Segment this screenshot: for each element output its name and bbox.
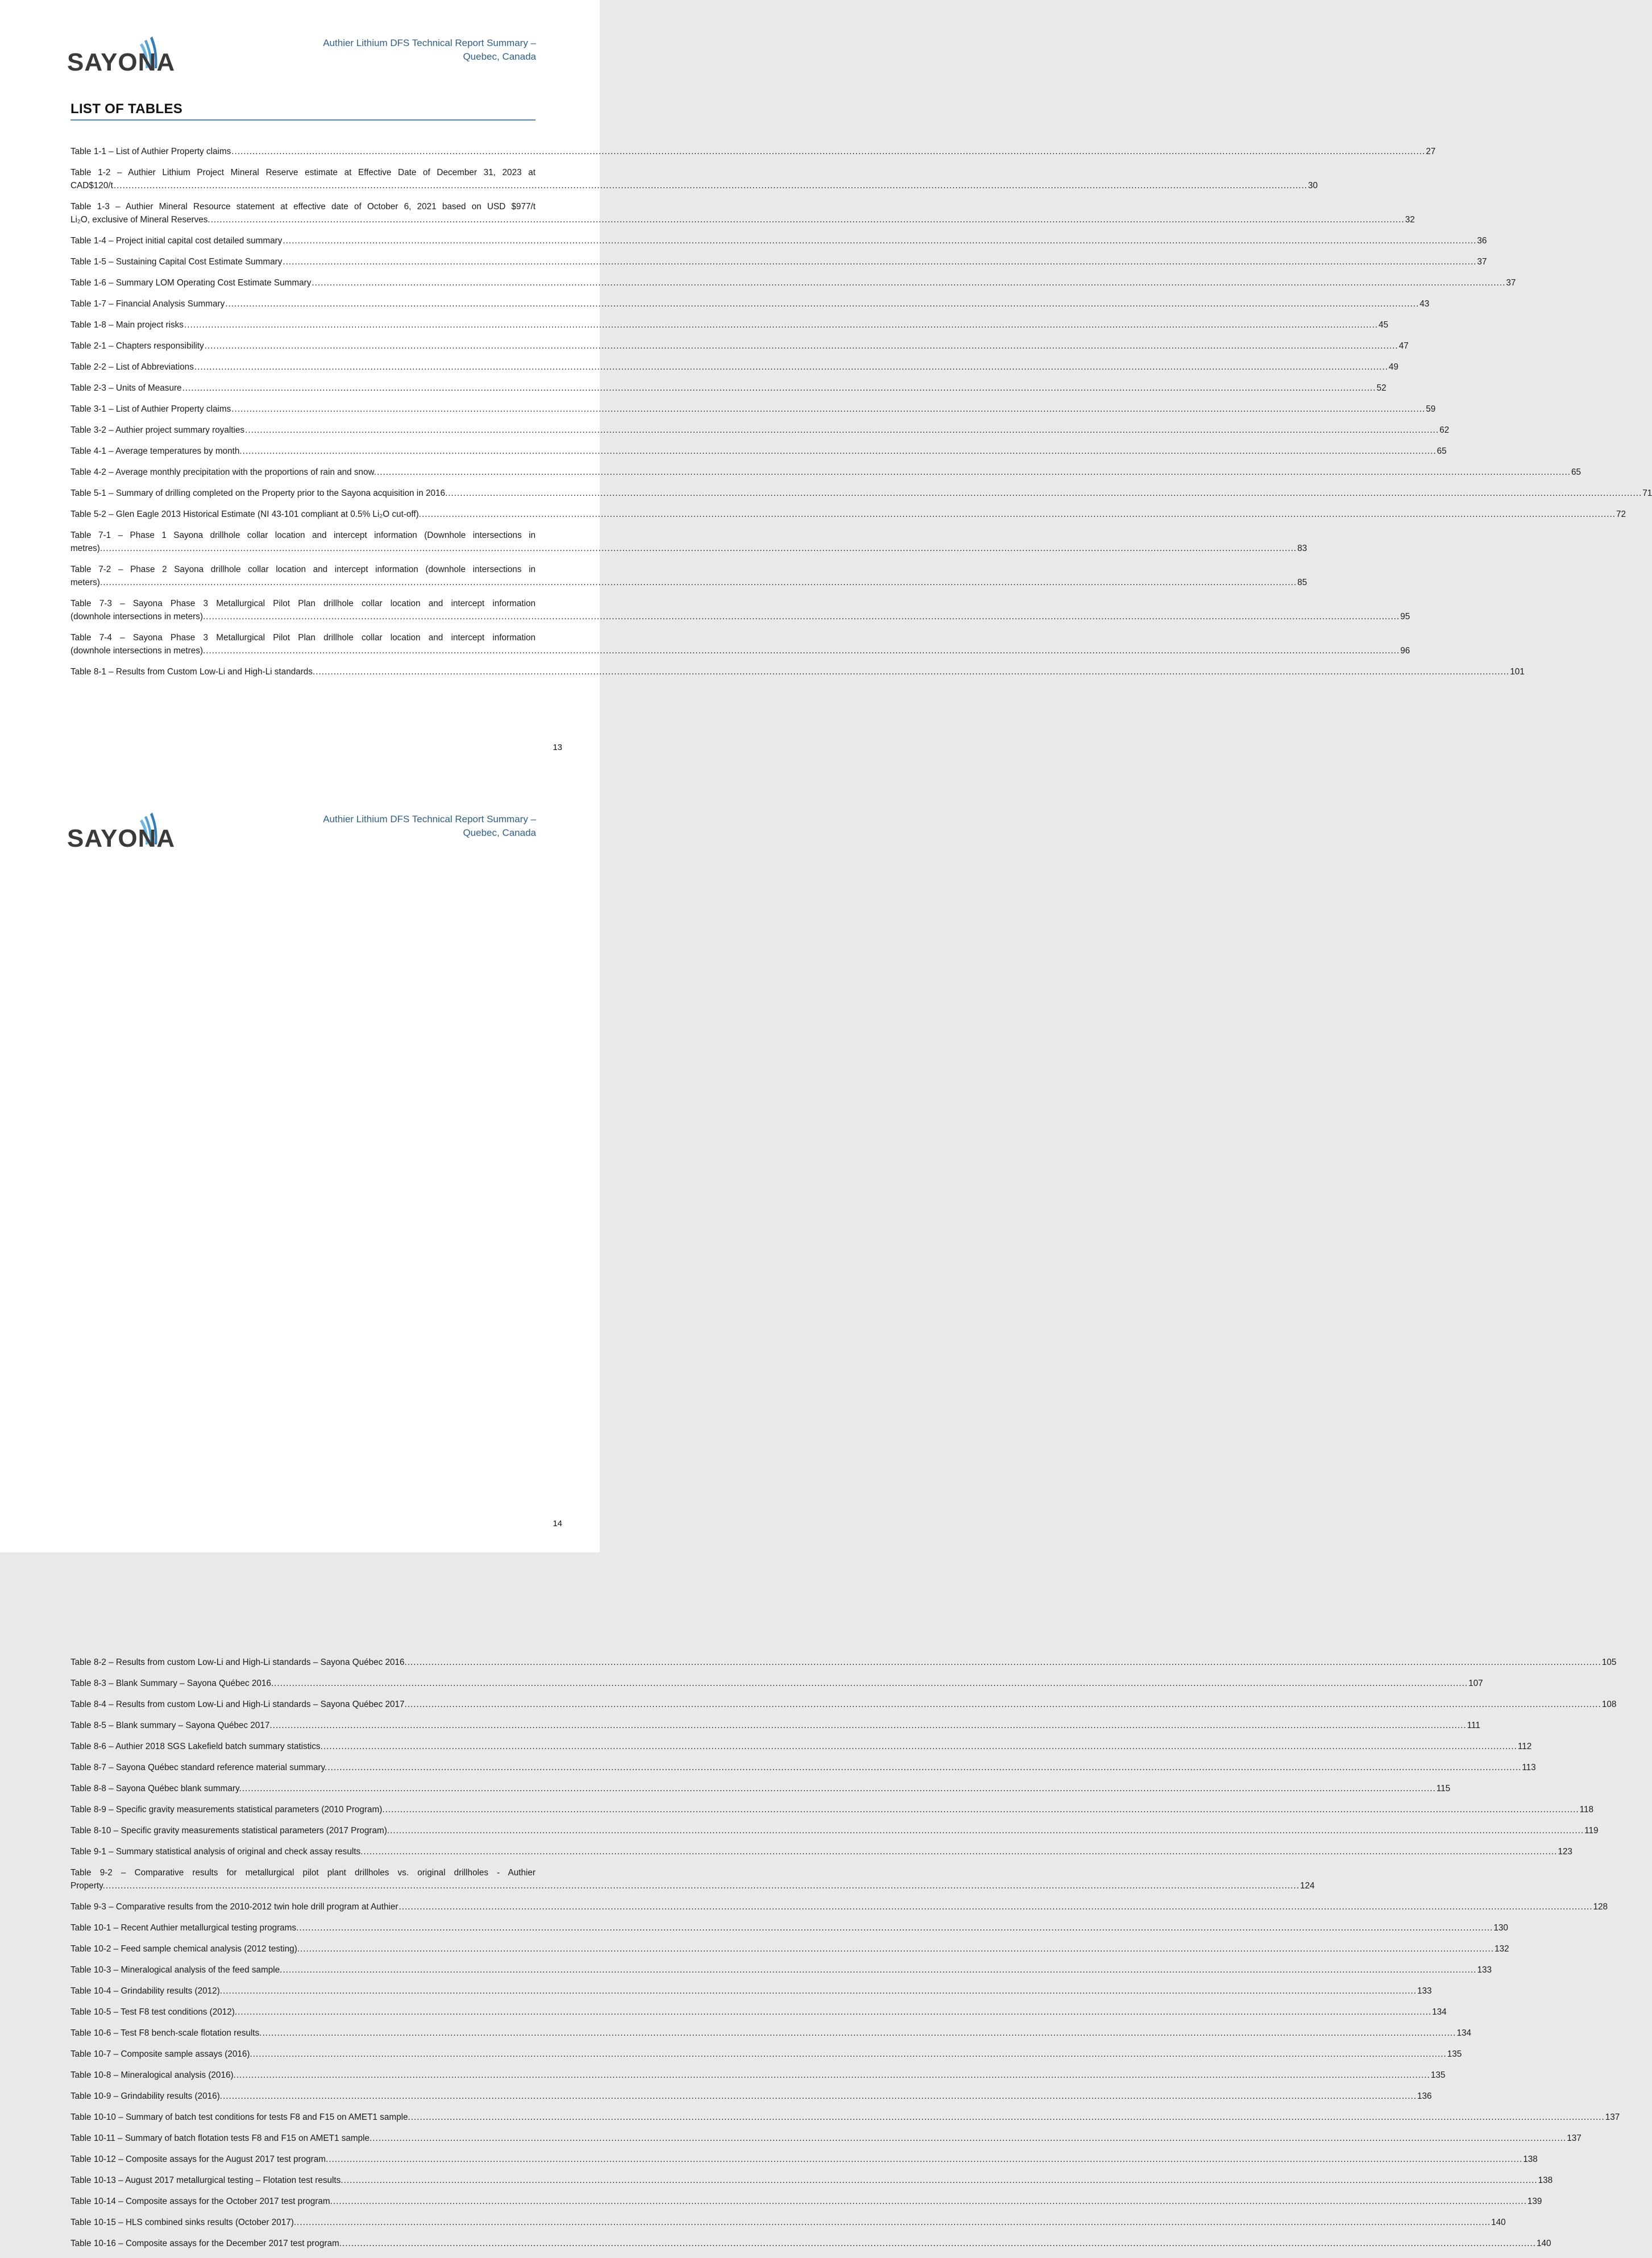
toc-entry-page-number: 113 bbox=[1522, 1763, 1536, 1772]
toc-entry[interactable] bbox=[70, 2111, 1620, 2124]
toc-entry-title: Table 2-3 – Units of Measure bbox=[70, 383, 182, 393]
dot-leader: ................................................................................................................................................................................................................................................................................................................................................................................................................ bbox=[327, 1763, 1522, 1772]
toc-entry-title-line1: Table 7-2 – Phase 2 Sayona drillhole collar location and intercept information (downhole intersections in bbox=[70, 565, 536, 574]
toc-entry-page-number: 47 bbox=[1398, 341, 1409, 351]
dot-leader: ................................................................................................................................................................................................................................................................................................................................................................................................................ bbox=[283, 236, 1477, 246]
toc-entry[interactable] bbox=[70, 665, 1525, 678]
sayona-logo-graphic bbox=[67, 811, 176, 852]
toc-entry-title: Table 1-6 – Summary LOM Operating Cost Estimate Summary bbox=[70, 278, 312, 288]
dot-leader: ................................................................................................................................................................................................................................................................................................................................................................................................................ bbox=[194, 362, 1388, 372]
toc-entry[interactable] bbox=[70, 2069, 1446, 2082]
toc-entry-title: Table 1-1 – List of Authier Property claims bbox=[70, 147, 231, 156]
toc-entry[interactable] bbox=[70, 2132, 1582, 2145]
toc-entry-page-number: 115 bbox=[1436, 1784, 1451, 1793]
toc-entry-page-number: 62 bbox=[1439, 425, 1450, 435]
toc-entry-page-number: 96 bbox=[1400, 646, 1410, 656]
toc-entry[interactable] bbox=[70, 1845, 1572, 1858]
toc-entry[interactable] bbox=[70, 1942, 1509, 1955]
toc-entry-page-number: 83 bbox=[1297, 544, 1308, 553]
toc-entry-page-number: 133 bbox=[1477, 1965, 1492, 1975]
dot-leader: ................................................................................................................................................................................................................................................................................................................................................................................................................ bbox=[222, 1986, 1417, 1996]
toc-entry-title: Table 10-14 – Composite assays for the October 2017 test program. bbox=[70, 2197, 333, 2206]
toc-entry[interactable] bbox=[70, 361, 1398, 374]
report-header-title: Authier Lithium DFS Technical Report Summary – Quebec, Canada bbox=[323, 814, 536, 838]
toc-entry-title-line1: Table 7-3 – Sayona Phase 3 Metallurgical Pilot Plan drillhole collar location and intercept information bbox=[70, 599, 536, 608]
toc-entry-title: Table 8-2 – Results from custom Low-Li and High-Li standards – Sayona Québec 2016. bbox=[70, 1658, 407, 1667]
toc-entry-page-number: 85 bbox=[1297, 578, 1308, 587]
toc-entry[interactable] bbox=[70, 255, 1487, 268]
toc-entry-title: Table 8-5 – Blank summary – Sayona Québec 2017. bbox=[70, 1721, 272, 1730]
toc-entry-title-line1: Table 7-1 – Phase 1 Sayona drillhole collar location and intercept information (Downhole intersections in bbox=[70, 531, 536, 540]
dot-leader: ................................................................................................................................................................................................................................................................................................................................................................................................................ bbox=[421, 509, 1616, 519]
toc-entry[interactable] bbox=[70, 2153, 1538, 2166]
toc-entry-page-number: 137 bbox=[1567, 2133, 1582, 2143]
toc-entry-page-number: 139 bbox=[1527, 2197, 1542, 2206]
toc-entry[interactable] bbox=[70, 200, 1415, 226]
toc-entry[interactable] bbox=[70, 382, 1387, 395]
toc-entry-title: Table 1-7 – Financial Analysis Summary bbox=[70, 299, 225, 309]
toc-entry-page-number: 105 bbox=[1601, 1658, 1617, 1667]
logo-text: SAYONA bbox=[67, 48, 176, 76]
toc-entry-title: Table 8-6 – Authier 2018 SGS Lakefield batch summary statistics. bbox=[70, 1742, 323, 1751]
toc-entry-title: Table 10-6 – Test F8 bench-scale flotation results. bbox=[70, 2028, 262, 2038]
dot-leader: ................................................................................................................................................................................................................................................................................................................................................................................................................ bbox=[245, 425, 1439, 435]
section-title: LIST OF TABLES bbox=[70, 101, 183, 117]
toc-entry-title: Property. bbox=[70, 1881, 105, 1891]
dot-leader: ................................................................................................................................................................................................................................................................................................................................................................................................................ bbox=[448, 488, 1642, 498]
sayona-logo-graphic bbox=[67, 35, 176, 76]
toc-entry-title: Table 10-15 – HLS combined sinks results (October 2017). bbox=[70, 2218, 297, 2227]
toc-entry[interactable] bbox=[70, 1677, 1483, 1690]
dot-leader: ................................................................................................................................................................................................................................................................................................................................................................................................................ bbox=[242, 446, 1437, 456]
dot-leader: ................................................................................................................................................................................................................................................................................................................................................................................................................ bbox=[231, 147, 1426, 156]
toc-entry-title: Table 2-1 – Chapters responsibility bbox=[70, 341, 204, 351]
toc-entry-title: Table 10-1 – Recent Authier metallurgical testing programs. bbox=[70, 1923, 299, 1933]
toc-entry-page-number: 136 bbox=[1417, 2091, 1432, 2101]
dot-leader: ................................................................................................................................................................................................................................................................................................................................................................................................................ bbox=[252, 2049, 1447, 2059]
toc-entry[interactable] bbox=[70, 1761, 1536, 1774]
toc-entry-title: Table 1-8 – Main project risks bbox=[70, 320, 184, 330]
toc-entry[interactable] bbox=[70, 597, 1410, 623]
toc-entry[interactable] bbox=[70, 445, 1447, 458]
toc-entry[interactable] bbox=[70, 2027, 1471, 2040]
toc-entry-page-number: 27 bbox=[1426, 147, 1436, 156]
toc-entry[interactable] bbox=[70, 1656, 1617, 1669]
dot-leader: ................................................................................................................................................................................................................................................................................................................................................................................................................ bbox=[372, 2133, 1567, 2143]
dot-leader: ................................................................................................................................................................................................................................................................................................................................................................................................................ bbox=[323, 1742, 1517, 1751]
document-page-14 bbox=[0, 776, 1620, 2248]
dot-leader: ................................................................................................................................................................................................................................................................................................................................................................................................................ bbox=[283, 1965, 1477, 1975]
dot-leader: ................................................................................................................................................................................................................................................................................................................................................................................................................ bbox=[316, 667, 1510, 677]
list-of-tables-part-2 bbox=[70, 1656, 1620, 2258]
toc-entry-page-number: 124 bbox=[1300, 1881, 1315, 1891]
dot-leader: ................................................................................................................................................................................................................................................................................................................................................................................................................ bbox=[236, 2070, 1430, 2080]
toc-entry-title: Table 8-3 – Blank Summary – Sayona Québec 2016. bbox=[70, 1679, 274, 1688]
toc-entry-page-number: 36 bbox=[1477, 236, 1487, 246]
title-divider bbox=[70, 119, 536, 121]
toc-entry-page-number: 43 bbox=[1419, 299, 1430, 309]
dot-leader: ................................................................................................................................................................................................................................................................................................................................................................................................................ bbox=[385, 1805, 1579, 1814]
toc-entry-title: Table 10-3 – Mineralogical analysis of the feed sample. bbox=[70, 1965, 283, 1975]
dot-leader: ................................................................................................................................................................................................................................................................................................................................................................................................................ bbox=[206, 646, 1400, 656]
toc-entry[interactable] bbox=[70, 1740, 1532, 1753]
document-page-13 bbox=[0, 0, 1652, 776]
toc-entry-title-line1: Table 1-2 – Authier Lithium Project Mineral Reserve estimate at Effective Date of December 31, 2023 at bbox=[70, 168, 536, 177]
toc-entry-title: Table 10-13 – August 2017 metallurgical testing – Flotation test results. bbox=[70, 2176, 343, 2185]
toc-entry-page-number: 32 bbox=[1405, 215, 1415, 225]
toc-entry-page-number: 132 bbox=[1495, 1944, 1509, 1954]
toc-entry-page-number: 118 bbox=[1579, 1805, 1594, 1814]
toc-entry-title: Table 8-9 – Specific gravity measurements statistical parameters (2010 Program). bbox=[70, 1805, 385, 1814]
toc-entry[interactable] bbox=[70, 1900, 1608, 1913]
toc-entry-title: Table 10-4 – Grindability results (2012). bbox=[70, 1986, 222, 1996]
toc-entry[interactable] bbox=[70, 529, 1308, 555]
toc-entry-title: CAD$120/t bbox=[70, 181, 113, 190]
dot-leader: ................................................................................................................................................................................................................................................................................................................................................................................................................ bbox=[182, 383, 1376, 393]
toc-entry-title: Table 4-2 – Average monthly precipitation with the proportions of rain and snow. bbox=[70, 467, 376, 477]
toc-entry[interactable] bbox=[70, 318, 1388, 332]
dot-leader: ................................................................................................................................................................................................................................................................................................................................................................................................................ bbox=[343, 2176, 1538, 2185]
toc-entry-title: Table 2-2 – List of Abbreviations bbox=[70, 362, 194, 372]
list-of-tables-part-1 bbox=[70, 145, 1652, 686]
toc-entry[interactable] bbox=[70, 403, 1436, 416]
toc-entry[interactable] bbox=[70, 234, 1487, 247]
toc-entry-page-number: 134 bbox=[1456, 2028, 1471, 2038]
toc-entry-title: metres). bbox=[70, 544, 103, 553]
toc-entry-title: Table 1-4 – Project initial capital cost detailed summary bbox=[70, 236, 283, 246]
toc-entry-title: Table 10-10 – Summary of batch test conditions for tests F8 and F15 on AMET1 sample. bbox=[70, 2112, 410, 2122]
toc-entry[interactable] bbox=[70, 563, 1308, 589]
dot-leader: ................................................................................................................................................................................................................................................................................................................................................................................................................ bbox=[113, 181, 1308, 190]
toc-entry-page-number: 138 bbox=[1538, 2176, 1553, 2185]
dot-leader: ................................................................................................................................................................................................................................................................................................................................................................................................................ bbox=[222, 2091, 1417, 2101]
toc-entry[interactable] bbox=[70, 297, 1430, 310]
toc-entry-title: Table 10-7 – Composite sample assays (2016). bbox=[70, 2049, 252, 2059]
toc-entry-page-number: 140 bbox=[1537, 2239, 1551, 2248]
toc-entry-page-number: 111 bbox=[1467, 1721, 1480, 1730]
dot-leader: ................................................................................................................................................................................................................................................................................................................................................................................................................ bbox=[231, 404, 1426, 414]
dot-leader: ................................................................................................................................................................................................................................................................................................................................................................................................................ bbox=[342, 2239, 1536, 2248]
dot-leader: ................................................................................................................................................................................................................................................................................................................................................................................................................ bbox=[299, 1923, 1493, 1933]
dot-leader: ................................................................................................................................................................................................................................................................................................................................................................................................................ bbox=[272, 1721, 1467, 1730]
toc-entry-title: Table 8-4 – Results from custom Low-Li and High-Li standards – Sayona Québec 2017. bbox=[70, 1700, 407, 1709]
toc-entry-title-line1: Table 7-4 – Sayona Phase 3 Metallurgical Pilot Plan drillhole collar location and intercept information bbox=[70, 633, 536, 643]
toc-entry-page-number: 134 bbox=[1432, 2007, 1447, 2017]
toc-entry[interactable] bbox=[70, 2237, 1551, 2250]
toc-entry-page-number: 95 bbox=[1400, 612, 1410, 622]
toc-entry[interactable] bbox=[70, 166, 1318, 192]
toc-entry-title: Table 8-10 – Specific gravity measurements statistical parameters (2017 Program). bbox=[70, 1826, 390, 1836]
toc-entry-title-line1: Table 1-3 – Authier Mineral Resource statement at effective date of October 6, 2021 based on USD $977/t bbox=[70, 202, 536, 212]
toc-entry-page-number: 65 bbox=[1571, 467, 1581, 477]
toc-entry-page-number: 71 bbox=[1642, 488, 1652, 498]
toc-entry[interactable] bbox=[70, 1963, 1492, 1977]
dot-leader: ................................................................................................................................................................................................................................................................................................................................................................................................................ bbox=[238, 2007, 1432, 2017]
dot-leader: ................................................................................................................................................................................................................................................................................................................................................................................................................ bbox=[407, 1658, 1601, 1667]
toc-entry-page-number: 59 bbox=[1426, 404, 1436, 414]
toc-entry-title: Table 10-16 – Composite assays for the December 2017 test program. bbox=[70, 2239, 342, 2248]
toc-entry[interactable] bbox=[70, 1866, 1315, 1892]
dot-leader: ................................................................................................................................................................................................................................................................................................................................................................................................................ bbox=[333, 2197, 1527, 2206]
page-number: 14 bbox=[553, 1519, 562, 1528]
toc-entry[interactable] bbox=[70, 1824, 1599, 1837]
dot-leader: ................................................................................................................................................................................................................................................................................................................................................................................................................ bbox=[312, 278, 1506, 288]
toc-entry-title: Table 10-8 – Mineralogical analysis (2016). bbox=[70, 2070, 236, 2080]
dot-leader: ................................................................................................................................................................................................................................................................................................................................................................................................................ bbox=[225, 299, 1419, 309]
toc-entry[interactable] bbox=[70, 2048, 1462, 2061]
toc-entry-title: Table 10-11 – Summary of batch flotation tests F8 and F15 on AMET1 sample. bbox=[70, 2133, 372, 2143]
toc-entry-title: Li₂O, exclusive of Mineral Reserves. bbox=[70, 215, 210, 225]
toc-entry-page-number: 45 bbox=[1378, 320, 1388, 330]
sayona-logo bbox=[67, 811, 176, 852]
toc-entry[interactable] bbox=[70, 339, 1409, 353]
toc-entry-title: Table 5-1 – Summary of drilling completed on the Property prior to the Sayona acquisition in 2016. bbox=[70, 488, 448, 498]
toc-entry-page-number: 107 bbox=[1468, 1679, 1483, 1688]
toc-entry-title: Table 8-1 – Results from Custom Low-Li and High-Li standards. bbox=[70, 667, 316, 677]
toc-entry[interactable] bbox=[70, 466, 1581, 479]
toc-entry-title: (downhole intersections in metres). bbox=[70, 646, 206, 656]
dot-leader: ................................................................................................................................................................................................................................................................................................................................................................................................................ bbox=[390, 1826, 1584, 1836]
toc-entry-page-number: 65 bbox=[1437, 446, 1447, 456]
toc-entry-page-number: 112 bbox=[1517, 1742, 1532, 1751]
dot-leader: ................................................................................................................................................................................................................................................................................................................................................................................................................ bbox=[274, 1679, 1468, 1688]
toc-entry[interactable] bbox=[70, 1719, 1480, 1732]
toc-entry-title: Table 10-5 – Test F8 test conditions (2012). bbox=[70, 2007, 238, 2017]
dot-leader: ................................................................................................................................................................................................................................................................................................................................................................................................................ bbox=[103, 578, 1297, 587]
toc-entry-page-number: 52 bbox=[1376, 383, 1387, 393]
toc-entry-title: Table 8-8 – Sayona Québec blank summary. bbox=[70, 1784, 242, 1793]
toc-entry[interactable] bbox=[70, 1984, 1432, 1998]
dot-leader: ................................................................................................................................................................................................................................................................................................................................................................................................................ bbox=[363, 1847, 1558, 1857]
toc-entry-title: Table 5-2 – Glen Eagle 2013 Historical Estimate (NI 43-101 compliant at 0.5% Li₂O cut-off). bbox=[70, 509, 421, 519]
toc-entry[interactable] bbox=[70, 631, 1410, 657]
dot-leader: ................................................................................................................................................................................................................................................................................................................................................................................................................ bbox=[184, 320, 1378, 330]
toc-entry[interactable] bbox=[70, 487, 1652, 500]
toc-entry[interactable] bbox=[70, 1698, 1617, 1711]
toc-entry-title: Table 3-1 – List of Authier Property claims bbox=[70, 404, 231, 414]
toc-entry-page-number: 123 bbox=[1558, 1847, 1572, 1857]
toc-entry-title-line1: Table 9-2 – Comparative results for metallurgical pilot plant drillholes vs. original drillholes - Authier bbox=[70, 1868, 536, 1878]
dot-leader: ................................................................................................................................................................................................................................................................................................................................................................................................................ bbox=[262, 2028, 1456, 2038]
toc-entry-title: Table 1-5 – Sustaining Capital Cost Estimate Summary bbox=[70, 257, 283, 267]
toc-entry[interactable] bbox=[70, 1921, 1508, 1934]
sayona-logo bbox=[67, 35, 176, 76]
dot-leader: ................................................................................................................................................................................................................................................................................................................................................................................................................ bbox=[242, 1784, 1436, 1793]
toc-entry-page-number: 101 bbox=[1510, 667, 1525, 677]
dot-leader: ................................................................................................................................................................................................................................................................................................................................................................................................................ bbox=[210, 215, 1405, 225]
dot-leader: ................................................................................................................................................................................................................................................................................................................................................................................................................ bbox=[407, 1700, 1601, 1709]
toc-entry-page-number: 133 bbox=[1417, 1986, 1432, 1996]
toc-entry-title: Table 8-7 – Sayona Québec standard reference material summary. bbox=[70, 1763, 327, 1772]
toc-entry[interactable] bbox=[70, 2090, 1432, 2103]
page-number: 13 bbox=[553, 743, 562, 752]
toc-entry[interactable] bbox=[70, 2006, 1447, 2019]
toc-entry-title: Table 10-9 – Grindability results (2016). bbox=[70, 2091, 222, 2101]
toc-entry-title: Table 10-12 – Composite assays for the August 2017 test program. bbox=[70, 2155, 329, 2164]
toc-entry[interactable] bbox=[70, 2195, 1542, 2208]
toc-entry[interactable] bbox=[70, 276, 1516, 289]
toc-entry-title: Table 9-1 – Summary statistical analysis of original and check assay results. bbox=[70, 1847, 363, 1857]
dot-leader: ................................................................................................................................................................................................................................................................................................................................................................................................................ bbox=[300, 1944, 1495, 1954]
dot-leader: ................................................................................................................................................................................................................................................................................................................................................................................................................ bbox=[410, 2112, 1605, 2122]
toc-entry-page-number: 135 bbox=[1430, 2070, 1446, 2080]
dot-leader: ................................................................................................................................................................................................................................................................................................................................................................................................................ bbox=[283, 257, 1477, 267]
toc-entry-page-number: 49 bbox=[1388, 362, 1398, 372]
report-header-title: Authier Lithium DFS Technical Report Summary – Quebec, Canada bbox=[323, 38, 536, 62]
toc-entry-page-number: 37 bbox=[1477, 257, 1487, 267]
dot-leader: ................................................................................................................................................................................................................................................................................................................................................................................................................ bbox=[376, 467, 1571, 477]
dot-leader: ................................................................................................................................................................................................................................................................................................................................................................................................................ bbox=[103, 544, 1297, 553]
toc-entry-page-number: 138 bbox=[1523, 2155, 1538, 2164]
logo-text: SAYONA bbox=[67, 825, 176, 852]
toc-entry-page-number: 128 bbox=[1593, 1902, 1608, 1912]
toc-entry[interactable] bbox=[70, 2216, 1506, 2229]
toc-entry[interactable] bbox=[70, 145, 1436, 158]
toc-entry[interactable] bbox=[70, 1782, 1451, 1795]
toc-entry[interactable] bbox=[70, 424, 1450, 437]
dot-leader: ................................................................................................................................................................................................................................................................................................................................................................................................................ bbox=[399, 1902, 1593, 1912]
toc-entry-page-number: 130 bbox=[1493, 1923, 1508, 1933]
toc-entry-title: meters). bbox=[70, 578, 103, 587]
toc-entry-page-number: 72 bbox=[1616, 509, 1626, 519]
toc-entry[interactable] bbox=[70, 508, 1626, 521]
dot-leader: ................................................................................................................................................................................................................................................................................................................................................................................................................ bbox=[204, 341, 1398, 351]
toc-entry-page-number: 140 bbox=[1491, 2218, 1506, 2227]
dot-leader: ................................................................................................................................................................................................................................................................................................................................................................................................................ bbox=[206, 612, 1400, 622]
toc-entry-title: Table 9-3 – Comparative results from the 2010-2012 twin hole drill program at Authier bbox=[70, 1902, 399, 1912]
toc-entry-page-number: 108 bbox=[1601, 1700, 1617, 1709]
toc-entry-page-number: 37 bbox=[1506, 278, 1516, 288]
toc-entry[interactable] bbox=[70, 1803, 1594, 1816]
dot-leader: ................................................................................................................................................................................................................................................................................................................................................................................................................ bbox=[105, 1881, 1300, 1891]
toc-entry-page-number: 137 bbox=[1605, 2112, 1620, 2122]
dot-leader: ................................................................................................................................................................................................................................................................................................................................................................................................................ bbox=[297, 2218, 1491, 2227]
toc-entry-title: Table 3-2 – Authier project summary royalties bbox=[70, 425, 245, 435]
toc-entry-title: (downhole intersections in meters). bbox=[70, 612, 206, 622]
toc-entry-page-number: 30 bbox=[1308, 181, 1318, 190]
toc-entry-title: Table 10-2 – Feed sample chemical analysis (2012 testing). bbox=[70, 1944, 300, 1954]
dot-leader: ................................................................................................................................................................................................................................................................................................................................................................................................................ bbox=[329, 2155, 1523, 2164]
toc-entry-title: Table 4-1 – Average temperatures by month. bbox=[70, 446, 242, 456]
toc-entry-page-number: 135 bbox=[1447, 2049, 1462, 2059]
toc-entry[interactable] bbox=[70, 2174, 1553, 2187]
toc-entry-page-number: 119 bbox=[1584, 1826, 1599, 1836]
